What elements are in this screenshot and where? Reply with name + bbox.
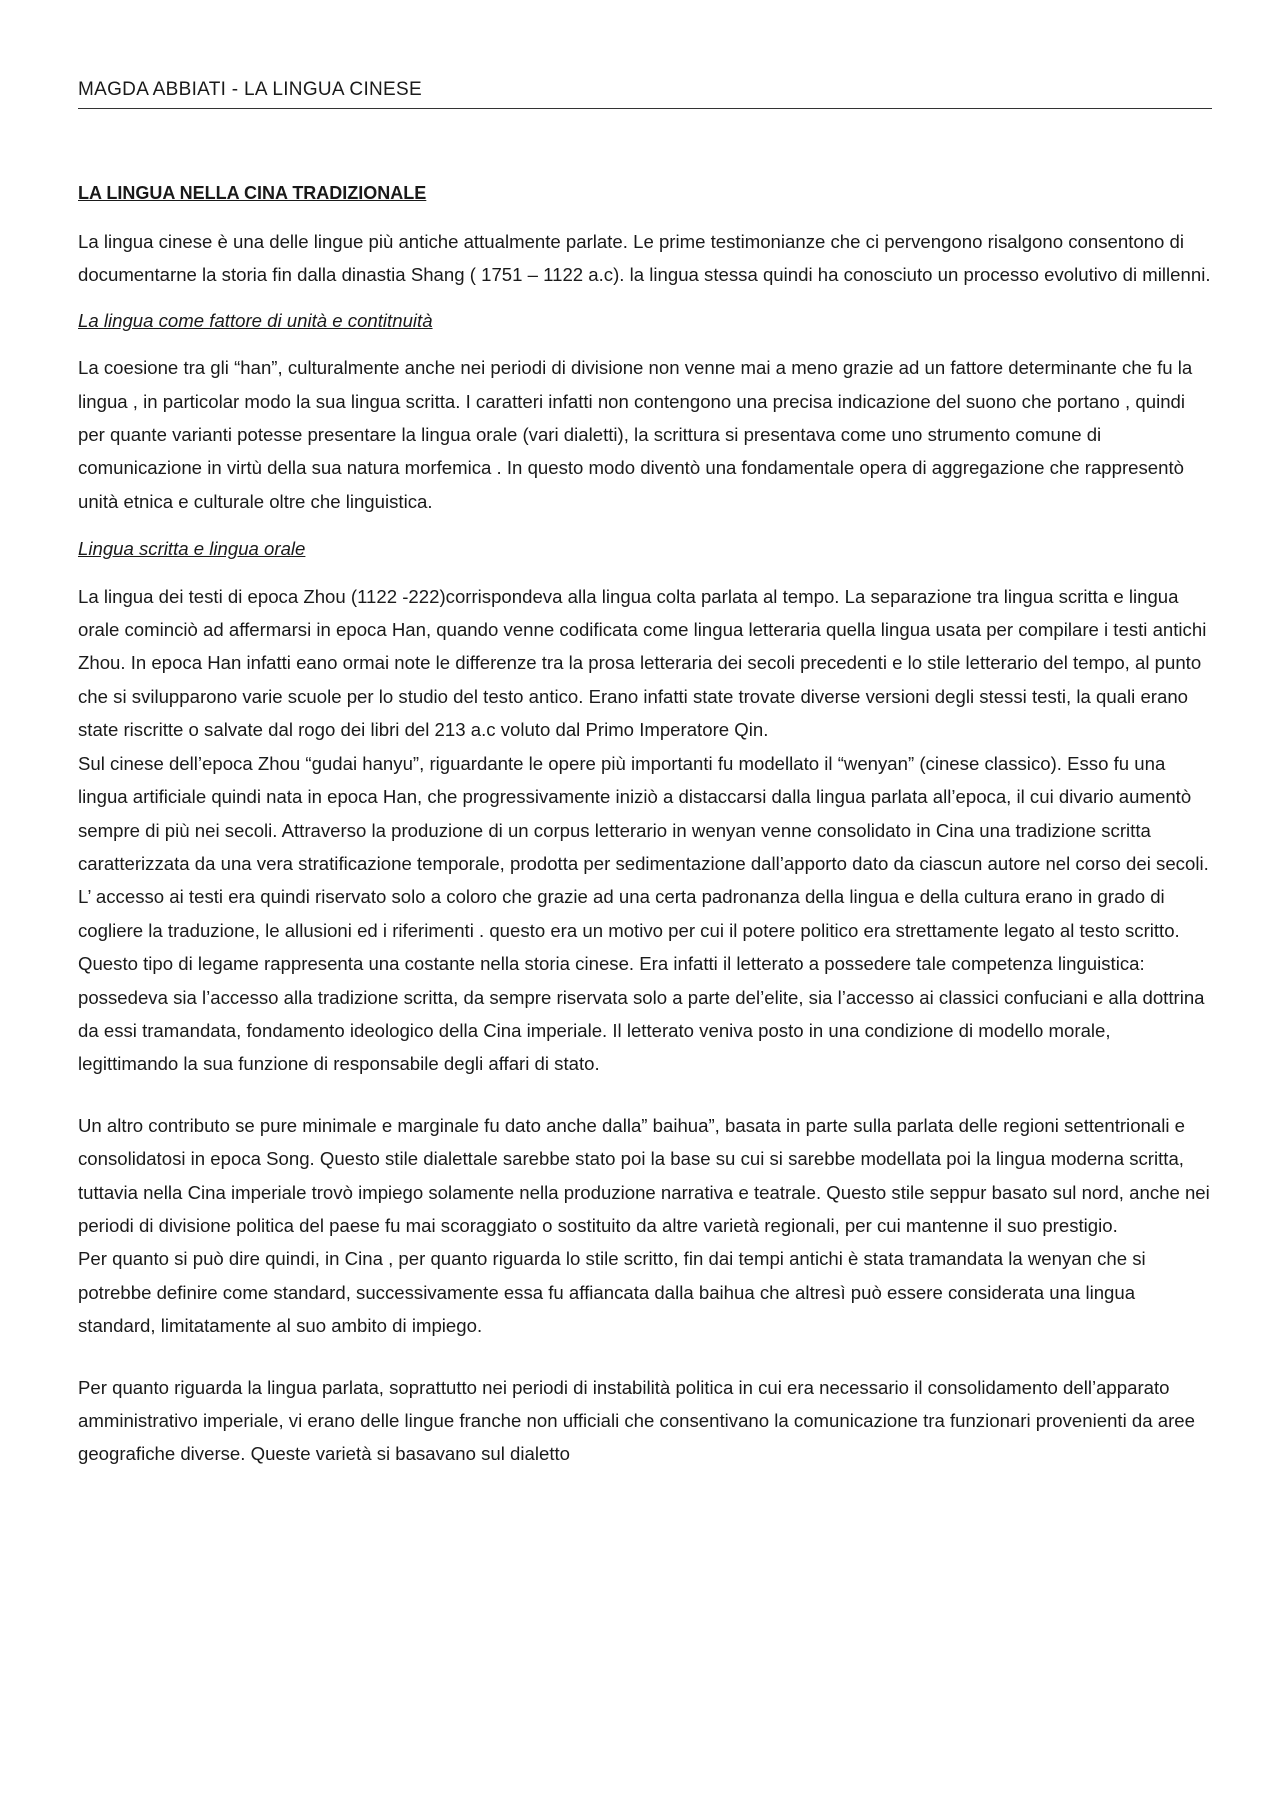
- intro-paragraph: La lingua cinese è una delle lingue più antiche attualmente parlate. Le prime testimonianze che ci pervengono risalgono consentono di documentarne la storia fin dalla dinastia Shang ( 1751 – 1122 a.c). la lingua stessa quindi ha conosciuto un processo evolutivo di millenni.: [78, 231, 1211, 286]
- paragraph-spoken-language: Per quanto riguarda la lingua parlata, soprattutto nei periodi di instabilità politica in cui era necessario il consolidamento dell’apparato amministrativo imperiale, vi erano delle lingue franche non ufficiali che consentivano la comunicazione tra funzionari provenienti da aree geografiche diverse. Queste varietà si basavano sul dialetto: [78, 1376, 1195, 1465]
- document-page: [78, 78, 1212, 1471]
- paragraph-zhou-han: La lingua dei testi di epoca Zhou (1122 -222)corrispondeva alla lingua colta parlata al tempo. La separazione tra lingua scritta e lingua orale cominciò ad affermarsi in epoca Han, quando venne codificata come lingua letteraria quella lingua usata per compilare i testi antichi Zhou. In epoca Han infatti eano ormai note le differenze tra la prosa letteraria dei secoli precedenti e lo stile letterario del tempo, al punto che si svilupparono varie scuole per lo studio del testo antico. Erano infatti state trovate diverse versioni degli stessi testi, la quali erano state riscritte o salvate dal rogo dei libri del 213 a.c voluto dal Primo Imperatore Qin.: [78, 585, 1207, 741]
- document-title: LA LINGUA NELLA CINA TRADIZIONALE: [78, 183, 427, 203]
- paragraph-wenyan: Sul cinese dell’epoca Zhou “gudai hanyu”, riguardante le opere più importanti fu modellato il “wenyan” (cinese classico). Esso fu una lingua artificiale quindi nata in epoca Han, che progressivamente iniziò a distaccarsi dalla lingua parlata all’epoca, il cui divario aumentò sempre di più nei secoli. Attraverso la produzione di un corpus letterario in wenyan venne consolidato in Cina una tradizione scritta caratterizzata da una vera stratificazione temporale, prodotta per sedimentazione dall’apporto dato da ciascun autore nel corso dei secoli. L’ accesso ai testi era quindi riservato solo a coloro che grazie ad una certa padronanza della lingua e della cultura erano in grado di cogliere la traduzione, le allusioni ed i riferimenti . questo era un motivo per cui il potere politico era strettamente legato al testo scritto. Questo tipo di legame rappresenta una costante nella storia cinese. Era infatti il letterato a possedere tale competenza linguistica: possedeva sia l’accesso alla tradizione scritta, da sempre riservata solo a parte del’elite, sia l’accesso ai classici confuciani e alla dottrina da essi tramandata, fondamento ideologico della Cina imperiale. Il letterato veniva posto in una condizione di modello morale, legittimando la sua funzione di responsabile degli affari di stato.: [78, 752, 1209, 1075]
- paragraph-standard: Per quanto si può dire quindi, in Cina , per quanto riguarda lo stile scritto, fin dai tempi antichi è stata tramandata la wenyan che si potrebbe definire come standard, successivamente essa fu affiancata dalla baihua che altresì può essere considerata una lingua standard, limitatamente al suo ambito di impiego.: [78, 1248, 1146, 1337]
- running-header: MAGDA ABBIATI - LA LINGUA CINESE: [78, 78, 1212, 109]
- section-heading-written-oral: Lingua scritta e lingua orale: [78, 538, 306, 560]
- paragraph-baihua: Un altro contributo se pure minimale e marginale fu dato anche dalla” baihua”, basata in parte sulla parlata delle regioni settentrionali e consolidatosi in epoca Song. Questo stile dialettale sarebbe stato poi la base su cui si sarebbe modellata poi la lingua moderna scritta, tuttavia nella Cina imperiale trovò impiego solamente nella produzione narrativa e teatrale. Questo stile seppur basato sul nord, anche nei periodi di divisione politica del paese fu mai scoraggiato o sostituito da altre varietà regionali, per cui mantenne il suo prestigio.: [78, 1114, 1210, 1236]
- section-heading-unity: La lingua come fattore di unità e contitnuità: [78, 309, 433, 331]
- paragraph-unity: La coesione tra gli “han”, culturalmente anche nei periodi di divisione non venne mai a meno grazie ad un fattore determinante che fu la lingua , in particolar modo la sua lingua scritta. I caratteri infatti non contengono una precisa indicazione del suono che portano , quindi per quante varianti potesse presentare la lingua orale (vari dialetti), la scrittura si presentava come uno strumento comune di comunicazione in virtù della sua natura morfemica . In questo modo diventò una fondamentale opera di aggregazione che rappresentò unità etnica e culturale oltre che linguistica.: [78, 357, 1193, 512]
